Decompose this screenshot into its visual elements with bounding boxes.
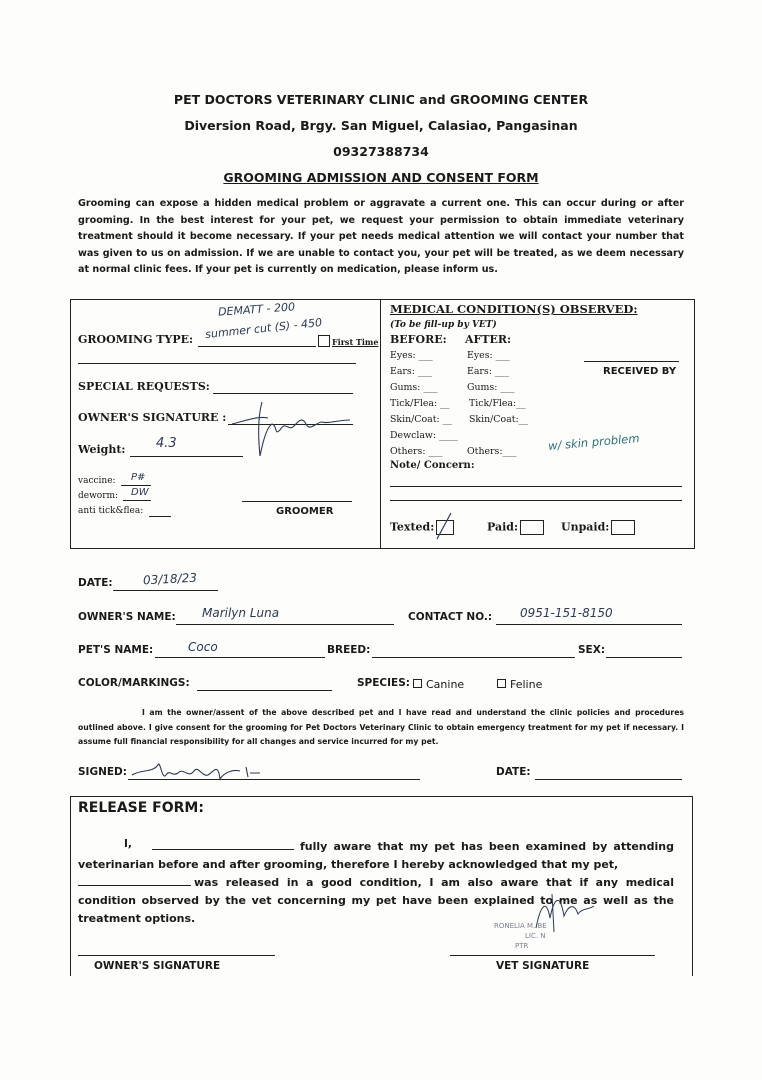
pet-name-value: Coco [188, 640, 218, 654]
species-canine-option[interactable] [413, 678, 464, 691]
date-label: DATE: [78, 577, 113, 589]
texted-check-mark [435, 511, 453, 541]
grooming-type-line [198, 346, 316, 347]
vet-fill-note: (To be fill-up by VET) [390, 320, 497, 330]
owner-name-label: OWNER'S NAME: [78, 611, 176, 623]
before-skincoat: Skin/Coat: __ [390, 414, 452, 425]
vaccine-value: P# [131, 472, 146, 483]
after-label: AFTER: [465, 333, 512, 346]
after-skincoat-label: Skin/Coat: [469, 414, 519, 425]
after-eyes: Eyes: ___ [467, 350, 510, 361]
color-line [197, 690, 332, 691]
after-eyes-label: Eyes: [467, 350, 493, 361]
after-tickflea-label: Tick/Flea: [469, 398, 517, 409]
release-text-2: was released in a good condition, I am also aware that if any medical condition observed by the vet concerning my pet have been explained to me as well as the treatment options. [78, 876, 674, 925]
after-ears-label: Ears: [467, 366, 492, 377]
vet-signature-scribble [530, 888, 600, 938]
weight-value: 4.3 [156, 436, 177, 451]
date-value: 03/18/23 [142, 570, 198, 588]
release-left-border [70, 796, 71, 976]
unpaid-checkbox[interactable] [611, 520, 635, 535]
sex-line [606, 657, 682, 658]
before-tickflea: Tick/Flea: __ [390, 398, 450, 409]
note-line-2 [390, 500, 682, 501]
form-title: GROOMING ADMISSION AND CONSENT FORM [223, 170, 539, 185]
deworm-line [123, 500, 151, 501]
after-tickflea: Tick/Flea:__ [469, 398, 526, 409]
release-top-border [70, 796, 693, 797]
feline-label: Feline [510, 678, 543, 691]
owner-name-line [176, 624, 394, 625]
signed-signature-scribble [128, 755, 268, 785]
paid-checkbox[interactable] [520, 520, 544, 535]
texted-checkbox[interactable] [436, 520, 454, 535]
special-requests-line [213, 393, 353, 394]
groomer-label: GROOMER [276, 506, 334, 517]
before-others: Others: ___ [390, 446, 443, 457]
owner-signature-scribble [228, 396, 358, 462]
before-tickflea-label: Tick/Flea: [390, 398, 438, 409]
date-line [113, 590, 218, 591]
color-label: COLOR/MARKINGS: [78, 677, 190, 689]
vaccine-line [121, 485, 151, 486]
owner-name-value: Marilyn Luna [202, 606, 280, 620]
intro-paragraph: Grooming can expose a hidden medical problem or aggravate a current one. This can occur during or after grooming. In the best interest for your pet, we request your permission to obtain immediate veterinary treatment should it become necessary. If your pet needs medical attention we will contact your number that was given to us on admission. If we are unable to contact you, your pet will be treated, as we deem necessary at normal clinic fees. If your pet is currently on medication, please inform us. [78, 198, 684, 276]
note-concern-label: Note/ Concern: [390, 460, 475, 471]
paid-label: Paid: [487, 520, 519, 534]
before-dewclaw-label: Dewclaw: [390, 430, 437, 441]
note-line-1 [390, 486, 682, 487]
consent-paragraph: I am the owner/assent of the above described pet and I have read and understand the clinic policies and procedures outlined above. I give consent for the grooming for Pet Doctors Veterinary Clinic to obtain emergency treatment for my pet if necessary. I assume full financial responsibility for all changes and service incurred for my pet. [78, 708, 684, 746]
breed-label: BREED: [327, 644, 371, 656]
first-time-checkbox[interactable] [318, 335, 330, 347]
clinic-phone: 09327388734 [333, 144, 429, 159]
received-by-label: RECEIVED BY [603, 366, 677, 377]
release-text-1: fully aware that my pet has been examined by attending veterinarian before and after grooming, therefore I hereby acknowledged that my pet, [78, 840, 674, 871]
vet-signature-release-line [450, 955, 655, 956]
unpaid-label: Unpaid: [561, 520, 610, 534]
texted-label: Texted: [390, 520, 435, 534]
owner-signature-release-line [78, 955, 275, 956]
grooming-type-value-1: DEMATT - 200 [217, 300, 296, 319]
special-requests-label: SPECIAL REQUESTS: [78, 380, 210, 393]
release-title: RELEASE FORM: [78, 800, 204, 816]
after-gums-label: Gums: [467, 382, 498, 393]
canine-checkbox[interactable] [413, 679, 422, 688]
grooming-type-value-2: summer cut (S) - 450 [204, 315, 323, 342]
before-gums-label: Gums: [390, 382, 421, 393]
clinic-address: Diversion Road, Brgy. San Miguel, Calasiao, Pangasinan [184, 118, 578, 133]
before-eyes: Eyes: ___ [390, 350, 433, 361]
before-ears: Ears: ___ [390, 366, 432, 377]
received-by-line [584, 361, 679, 362]
medical-condition-heading: MEDICAL CONDITION(S) OBSERVED: [390, 302, 638, 316]
before-label: BEFORE: [390, 333, 447, 346]
after-others: Others:___ [467, 446, 517, 457]
antitick-label: anti tick&flea: [78, 506, 144, 516]
deworm-value: DW [131, 487, 149, 498]
before-gums: Gums: ___ [390, 382, 438, 393]
before-others-label: Others: [390, 446, 426, 457]
others-note: w/ skin problem [547, 431, 640, 453]
paid-field [487, 520, 544, 535]
species-feline-option[interactable] [497, 678, 542, 691]
vet-stamp-line-2: LIC. N [525, 932, 546, 940]
antitick-line [149, 516, 171, 517]
release-owner-signature-label: OWNER'S SIGNATURE [94, 960, 221, 972]
release-right-border [692, 796, 693, 976]
owner-signature-label: OWNER'S SIGNATURE : [78, 411, 227, 424]
vaccine-label: vaccine: [78, 476, 116, 486]
weight-line [130, 456, 243, 457]
before-ears-label: Ears: [390, 366, 415, 377]
signed-date-label: DATE: [496, 766, 531, 778]
groomer-line [242, 501, 352, 502]
signed-date-line [535, 779, 682, 780]
vet-stamp-line-1: RONELIA M. BE [494, 922, 547, 930]
species-label: SPECIES: [357, 677, 410, 689]
first-time-label: First Time [332, 337, 379, 347]
vet-stamp-line-3: PTR [515, 942, 529, 950]
before-dewclaw: Dewclaw: ____ [390, 430, 458, 441]
before-eyes-label: Eyes: [390, 350, 416, 361]
feline-checkbox[interactable] [497, 679, 506, 688]
contact-value: 0951-151-8150 [520, 606, 613, 620]
contact-line [496, 624, 682, 625]
release-i-label: I, [124, 838, 132, 850]
after-others-label: Others: [467, 446, 503, 457]
texted-field [390, 520, 454, 535]
after-gums: Gums: ___ [467, 382, 515, 393]
deworm-label: deworm: [78, 491, 119, 501]
breed-line [372, 657, 575, 658]
canine-label: Canine [426, 678, 465, 691]
before-skincoat-label: Skin/Coat: [390, 414, 440, 425]
pet-name-label: PET'S NAME: [78, 644, 154, 656]
contact-label: CONTACT NO.: [408, 611, 493, 623]
weight-label: Weight: [78, 443, 126, 456]
after-skincoat: Skin/Coat:__ [469, 414, 529, 425]
after-ears: Ears: ___ [467, 366, 509, 377]
grooming-type-label: GROOMING TYPE: [78, 333, 194, 346]
unpaid-field [561, 520, 635, 535]
signed-label: SIGNED: [78, 766, 127, 778]
pet-name-line [155, 657, 325, 658]
sex-label: SEX: [578, 644, 606, 656]
box-divider [380, 300, 381, 548]
release-vet-signature-label: VET SIGNATURE [496, 960, 590, 972]
clinic-name: PET DOCTORS VETERINARY CLINIC and GROOMING CENTER [173, 92, 589, 107]
grooming-type-line-2 [78, 363, 356, 364]
